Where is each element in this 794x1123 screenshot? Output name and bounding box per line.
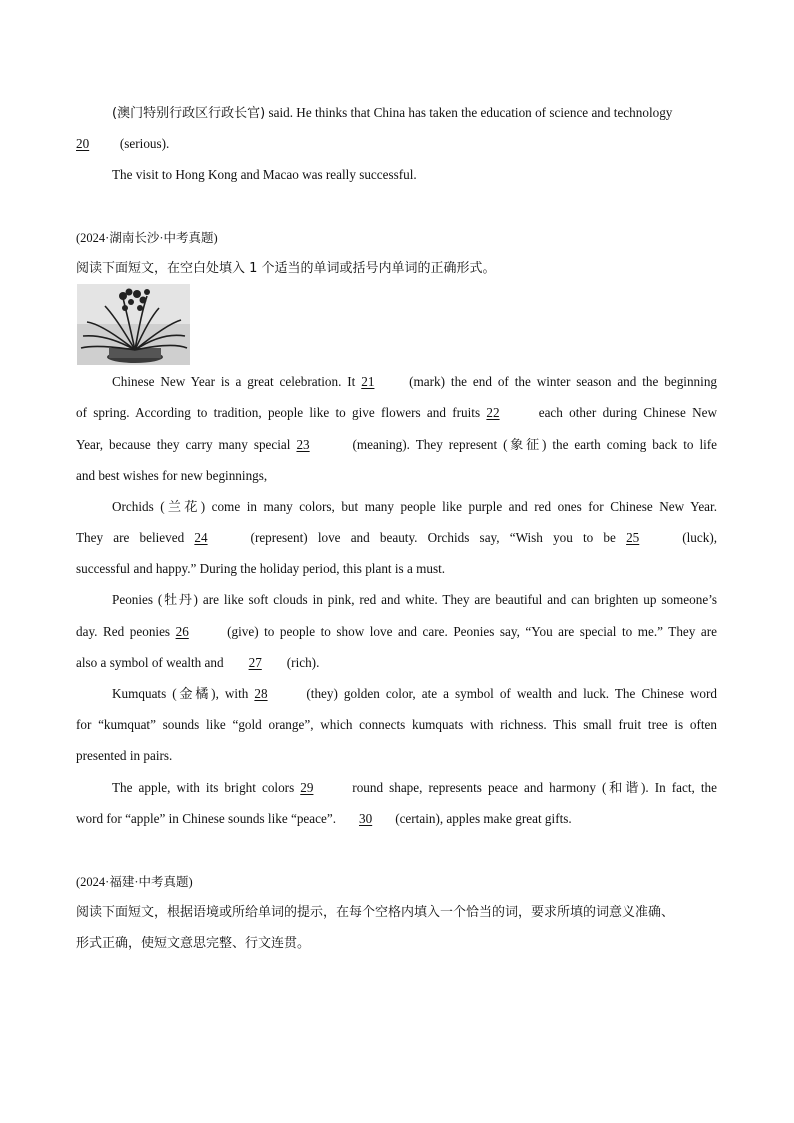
text: word for “apple” in Chinese sounds like “peace”. [76,811,336,826]
text: (they) golden color, ate a symbol of wealth and luck. The Chinese word [306,686,718,701]
text: (give) to people to show love and care. Peonies say, “You are special to me.” They are [227,624,718,639]
passage-line [112,685,717,703]
blank-28[interactable]: 28 [254,686,268,701]
text: also a symbol of wealth and [76,655,224,670]
text: (represent) love and beauty. Orchids say, “Wish you to be [250,530,616,545]
passage-line: Peonies (牡丹) are like soft clouds in pink, red and white. They are beautiful and can brighten up someone’s [112,592,717,607]
blank-26[interactable]: 26 [175,624,189,639]
text: They are believed [76,530,185,545]
text: (rich). [286,655,320,670]
section-instruction: 阅读下面短文，在空白处填入 1 个适当的单词或括号内单词的正确形式。 [76,261,496,276]
section-source: (2024·湖南长沙·中考真题) [76,231,218,245]
blank-30[interactable]: 30 [359,811,373,826]
blank-25[interactable]: 25 [626,530,640,545]
text: (serious). [119,136,170,151]
text: (luck), [682,530,718,545]
passage-line: Orchids (兰花) come in many colors, but many people like purple and red ones for Chinese New Year. [112,499,717,514]
text: (meaning). They represent (象征) the earth coming back to life [352,437,718,452]
p1-line-2 [76,135,169,153]
blank-21[interactable]: 21 [361,374,375,389]
orchid-potted-plant-photo-icon [77,284,190,365]
text: (澳门特别行政区行政长官) [112,106,266,121]
text: of spring. According to tradition, people like to give flowers and fruits [76,405,481,420]
section-source: (2024·福建·中考真题) [76,875,193,889]
passage-line [76,623,717,641]
text: Year, because they carry many special [76,437,291,452]
passage-line [112,779,717,797]
text: The apple, with its bright colors [112,780,295,795]
text: (certain), apples make great gifts. [395,811,572,826]
blank-27[interactable]: 27 [248,655,262,670]
passage-line: successful and happy.” During the holiday period, this plant is a must. [76,561,446,576]
section-instruction: 阅读下面短文，根据语境或所给单词的提示，在每个空格内填入一个恰当的词，要求所填的词意义准确、 [76,905,675,920]
p1-line-1 [112,104,672,123]
orchid-plant-image [77,284,190,365]
passage-line: for “kumquat” sounds like “gold orange”, which connects kumquats with richness. This small fruit tree is often [76,717,717,732]
p1-line-3: The visit to Hong Kong and Macao was really successful. [112,167,417,182]
passage-line [76,404,717,422]
passage-line [112,373,717,391]
blank-29[interactable]: 29 [300,780,314,795]
passage-line: presented in pairs. [76,748,173,763]
text: round shape, represents peace and harmony (和谐). In fact, the [352,780,717,795]
passage-line [76,436,717,454]
section-instruction: 形式正确，使短文意思完整、行文连贯。 [76,936,311,951]
passage-line: and best wishes for new beginnings, [76,468,268,483]
blank-23[interactable]: 23 [296,437,310,452]
text: Chinese New Year is a great celebration. It [112,374,356,389]
text: Kumquats (金橘), with [112,686,249,701]
text: day. Red peonies [76,624,171,639]
text: said. He thinks that China has taken the education of science and technology [265,105,673,120]
text: each other during Chinese New [538,405,718,420]
blank-22[interactable]: 22 [486,405,500,420]
text: (mark) the end of the winter season and the beginning [409,374,718,389]
blank-20[interactable]: 20 [76,136,90,151]
passage-line [76,654,319,672]
passage-line [76,529,717,547]
blank-24[interactable]: 24 [194,530,208,545]
passage-line [76,810,572,828]
